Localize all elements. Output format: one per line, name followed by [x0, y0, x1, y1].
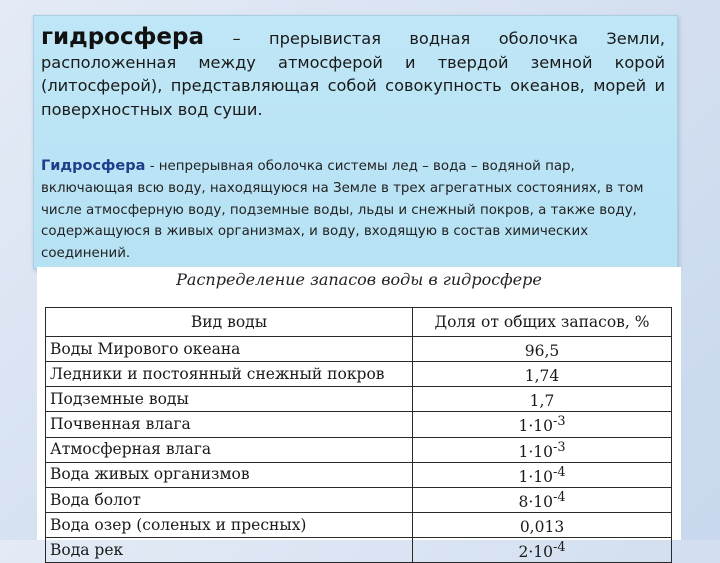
share-cell — [413, 337, 672, 362]
share-value: 1,7 — [529, 392, 555, 411]
share-exponent: -4 — [552, 489, 566, 505]
water-type-cell: Воды Мирового океана — [46, 337, 413, 362]
share-cell — [413, 487, 672, 512]
definition-hydrosphere-2 — [41, 156, 665, 265]
share-cell — [413, 362, 672, 387]
table-row — [46, 538, 672, 563]
share-exponent: -4 — [552, 540, 566, 556]
table-row — [46, 437, 672, 462]
table-row — [46, 337, 672, 362]
table-row — [46, 362, 672, 387]
water-type-cell: Почвенная влага — [46, 412, 413, 437]
water-type-cell: Вода болот — [46, 487, 413, 512]
table-row — [46, 487, 672, 512]
table-row — [46, 513, 672, 538]
table-header-row — [46, 308, 672, 337]
share-cell — [413, 513, 672, 538]
water-type-cell: Подземные воды — [46, 387, 413, 412]
share-cell — [413, 462, 672, 487]
share-value: 0,013 — [519, 518, 565, 537]
share-value: 2·10 — [518, 543, 553, 562]
header-share: Доля от общих запасов, % — [413, 308, 672, 337]
table-row — [46, 462, 672, 487]
water-type-cell: Атмосферная влага — [46, 437, 413, 462]
water-type-cell: Вода рек — [46, 538, 413, 563]
term-hydrosphere-2: Гидросфера — [41, 158, 146, 174]
share-cell — [413, 412, 672, 437]
share-value: 1·10 — [518, 467, 553, 486]
share-exponent: -4 — [552, 464, 566, 480]
table-row — [46, 387, 672, 412]
table-row — [46, 412, 672, 437]
water-type-cell: Вода озер (соленых и пресных) — [46, 513, 413, 538]
definition-text-2: - непрерывная оболочка системы лед – вода – водяной пар, включающая всю воду, находящуюся на Земле в трех агрегатных состояниях, в том числе атмосферную воду, подземные воды, льды и снежный покров, а также воду, содержащуюся в живых организмах, и воду, входящую в состав химических соединений. — [41, 159, 644, 262]
share-value: 8·10 — [518, 493, 553, 512]
share-value: 1·10 — [518, 417, 553, 436]
header-water-type: Вид воды — [46, 308, 413, 337]
water-type-cell: Вода живых организмов — [46, 462, 413, 487]
water-type-cell: Ледники и постоянный снежный покров — [46, 362, 413, 387]
table-caption: Распределение запасов воды в гидросфере — [176, 270, 542, 289]
water-distribution-table — [45, 307, 672, 563]
share-value: 1,74 — [524, 367, 560, 386]
share-exponent: -3 — [552, 439, 566, 455]
definition-panel — [33, 15, 678, 269]
share-value: 96,5 — [524, 342, 560, 361]
share-cell — [413, 387, 672, 412]
share-exponent: -3 — [552, 414, 566, 430]
share-cell — [413, 437, 672, 462]
definition-text-1: прерывистая водная оболочка Земли, расположенная между атмосферой и твердой земной корой (литосферой), представляющая собой совокупность океанов, морей и поверхностных вод суши. — [41, 29, 665, 119]
share-cell — [413, 538, 672, 563]
definition-hydrosphere-1 — [41, 26, 665, 121]
share-value: 1·10 — [518, 442, 553, 461]
term-hydrosphere: гидросфера — [41, 24, 205, 50]
definition-dash: – — [232, 29, 241, 48]
